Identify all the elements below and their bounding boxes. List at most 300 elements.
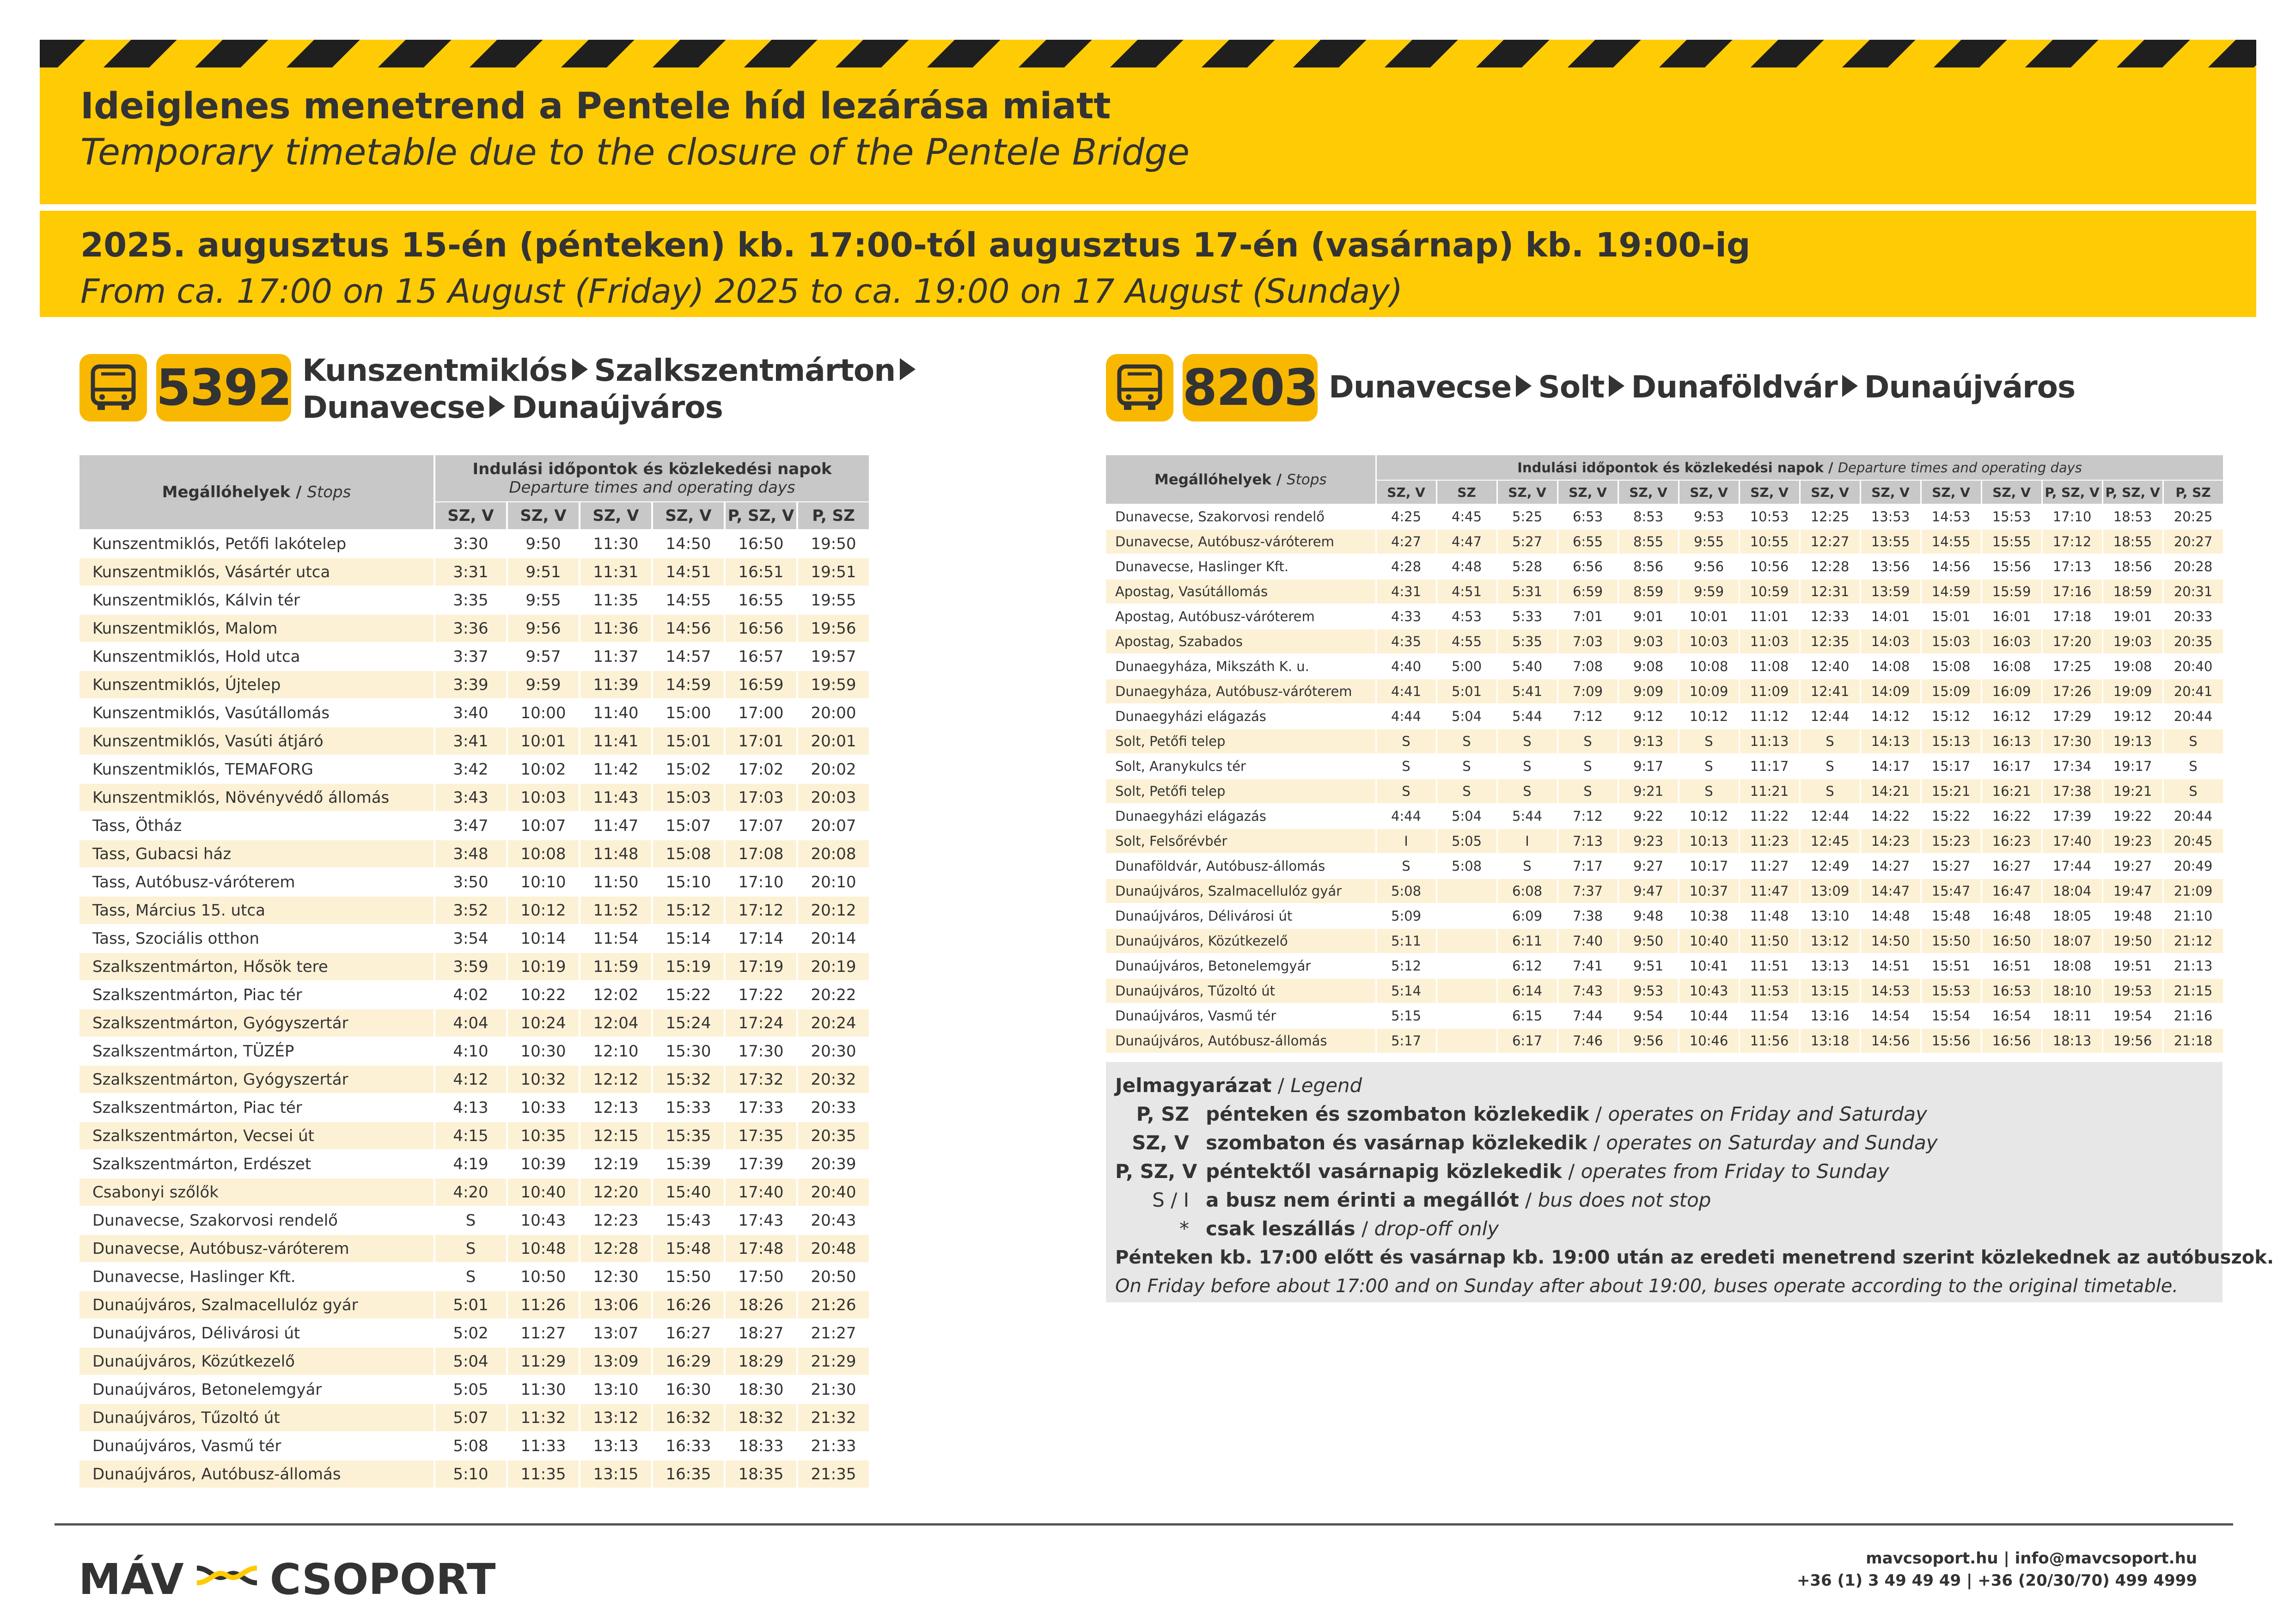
departure-time: 16:57 (725, 642, 797, 671)
departure-time: 13:59 (1860, 579, 1921, 604)
stop-name: Solt, Aranykulcs tér (1106, 754, 1376, 779)
departure-time: 21:12 (2163, 928, 2223, 953)
departure-time: 4:28 (1376, 554, 1436, 579)
table-row (79, 840, 870, 868)
departure-time: 9:22 (1618, 804, 1679, 829)
departure-time: 5:08 (1376, 879, 1436, 904)
departure-time: 4:44 (1376, 704, 1436, 729)
departure-time: 15:22 (1921, 804, 1981, 829)
departure-time: 11:51 (1739, 953, 1800, 978)
table-row (1106, 978, 2223, 1003)
departure-time: 5:05 (1436, 829, 1497, 854)
departure-time: S (1376, 779, 1436, 804)
table-row (79, 1009, 870, 1037)
stop-name: Dunavecse, Haslinger Kft. (1106, 554, 1376, 579)
table-row (79, 1460, 870, 1488)
departure-time: 9:03 (1618, 629, 1679, 654)
legend-desc-hu: péntektől vasárnapig közlekedik (1206, 1160, 1562, 1183)
contact-phone: +36 (1) 3 49 49 49 | +36 (20/30/70) 499 4999 (1796, 1571, 2197, 1590)
title-en: Temporary timetable due to the closure of the Pentele Bridge (80, 132, 1190, 173)
legend-desc-en: operates from Friday to Sunday (1581, 1160, 1889, 1183)
departure-time: 10:08 (507, 840, 580, 868)
departure-time: 19:01 (2102, 604, 2163, 629)
departure-time: 10:00 (507, 699, 580, 727)
departure-time: 3:39 (434, 671, 507, 699)
departure-time: 3:42 (434, 755, 507, 783)
departure-time: 15:51 (1921, 953, 1981, 978)
departure-time: 4:44 (1376, 804, 1436, 829)
departure-time: 19:51 (2102, 953, 2163, 978)
departure-time: 19:27 (2102, 854, 2163, 879)
legend-item: SZ, V szombaton és vasárnap közlekedik / operates on Saturday and Sunday (1115, 1129, 2223, 1157)
departure-time: 20:08 (797, 840, 870, 868)
legend-note-hu: Pénteken kb. 17:00 előtt és vasárnap kb. 19:00 után az eredeti menetrend szerint közlekednek az autóbuszok. (1115, 1247, 2274, 1268)
departure-time: 4:33 (1376, 604, 1436, 629)
route-title (1329, 369, 2075, 406)
departure-time: 15:12 (1921, 704, 1981, 729)
departure-time: 11:13 (1739, 729, 1800, 754)
departure-time: 4:19 (434, 1150, 507, 1178)
table-row (79, 530, 870, 558)
departure-time: 14:55 (1921, 529, 1981, 554)
departure-time: 20:33 (2163, 604, 2223, 629)
departure-time: 15:17 (1921, 754, 1981, 779)
departure-time: 17:07 (725, 812, 797, 840)
stop-name: Solt, Petőfi telep (1106, 729, 1376, 754)
departure-time: 15:54 (1921, 1003, 1981, 1028)
departure-time: 16:35 (652, 1460, 725, 1488)
arrow-right-icon (572, 358, 588, 380)
route-header-8203 (1106, 354, 2075, 421)
departure-time: 5:11 (1376, 928, 1436, 953)
departure-time: 4:27 (1376, 529, 1436, 554)
departure-time: 5:28 (1497, 554, 1557, 579)
departure-time: 10:30 (507, 1037, 580, 1065)
stop-name: Apostag, Autóbusz-váróterem (1106, 604, 1376, 629)
departure-time: 3:54 (434, 924, 507, 952)
departure-time: 5:44 (1497, 804, 1557, 829)
departure-time: 9:48 (1618, 904, 1679, 928)
departure-time: 6:11 (1497, 928, 1557, 953)
stop-name: Kunszentmiklós, Növényvédő állomás (79, 783, 434, 812)
departure-time: S (2163, 779, 2223, 804)
departure-time: S (1497, 854, 1557, 879)
departure-time: 20:02 (797, 755, 870, 783)
stop-name: Kunszentmiklós, Kálvin tér (79, 586, 434, 614)
departure-time: S (1436, 754, 1497, 779)
departure-time: 16:59 (725, 671, 797, 699)
table-row (1106, 504, 2223, 529)
departure-time: 11:37 (580, 642, 652, 671)
departure-time: 9:55 (1679, 529, 1739, 554)
departure-time: 19:55 (797, 586, 870, 614)
departure-time: S (1376, 754, 1436, 779)
departure-time: 14:59 (652, 671, 725, 699)
departure-time: 4:10 (434, 1037, 507, 1065)
stop-name: Dunaújváros, Betonelemgyár (1106, 953, 1376, 978)
departure-time: 11:33 (507, 1432, 580, 1460)
departure-time: 21:29 (797, 1347, 870, 1375)
departure-time: 12:33 (1800, 604, 1860, 629)
departure-time: 18:56 (2102, 554, 2163, 579)
departure-time: 11:53 (1739, 978, 1800, 1003)
operating-days-header: SZ, V (580, 502, 652, 530)
table-row (79, 924, 870, 952)
departure-time: 20:24 (797, 1009, 870, 1037)
departure-time: 15:09 (1921, 679, 1981, 704)
route-stop: Solt (1538, 369, 1605, 405)
table-row (79, 727, 870, 755)
departure-time: S (1436, 779, 1497, 804)
departure-time: 17:38 (2042, 779, 2102, 804)
route-stop: Kunszentmiklós (302, 353, 568, 388)
departure-time: 13:12 (580, 1404, 652, 1432)
table-row (1106, 629, 2223, 654)
departure-time: 8:55 (1618, 529, 1679, 554)
departure-time: 14:12 (1860, 704, 1921, 729)
stop-name: Szalkszentmárton, Gyógyszertár (79, 1009, 434, 1037)
table-row (1106, 928, 2223, 953)
departure-time: 16:09 (1981, 679, 2042, 704)
route-stop: Dunaföldvár (1631, 369, 1838, 405)
table-row (79, 671, 870, 699)
departure-time: 10:39 (507, 1150, 580, 1178)
departure-time: 12:02 (580, 981, 652, 1009)
departure-time: 15:22 (652, 981, 725, 1009)
departure-time: 10:33 (507, 1093, 580, 1122)
departure-time: 4:47 (1436, 529, 1497, 554)
operating-days-header: P, SZ, V (2102, 480, 2163, 504)
departure-time: 11:29 (507, 1347, 580, 1375)
legend-key: P, SZ (1136, 1103, 1189, 1125)
departure-time: 20:31 (2163, 579, 2223, 604)
departure-time: 5:33 (1497, 604, 1557, 629)
departure-time: 17:39 (2042, 804, 2102, 829)
operating-days-header: P, SZ, V (2042, 480, 2102, 504)
departure-time: 20:44 (2163, 704, 2223, 729)
departure-time: 17:48 (725, 1234, 797, 1263)
departure-time: 14:17 (1860, 754, 1921, 779)
arrow-right-icon (1516, 375, 1532, 397)
departure-time: 5:14 (1376, 978, 1436, 1003)
departure-time: 18:26 (725, 1291, 797, 1319)
departure-time: 9:13 (1618, 729, 1679, 754)
departure-time: 5:08 (1436, 854, 1497, 879)
departure-time: 12:40 (1800, 654, 1860, 679)
departure-time: 8:56 (1618, 554, 1679, 579)
departure-time: 11:52 (580, 896, 652, 924)
departure-time: 4:53 (1436, 604, 1497, 629)
stop-name: Dunavecse, Autóbusz-váróterem (1106, 529, 1376, 554)
departure-time: 14:51 (1860, 953, 1921, 978)
table-row (1106, 829, 2223, 854)
departure-time: S (1557, 779, 1618, 804)
departure-time: 20:44 (2163, 804, 2223, 829)
departure-time: 10:38 (1679, 904, 1739, 928)
table-row (79, 558, 870, 586)
stop-name: Dunaújváros, Autóbusz-állomás (1106, 1028, 1376, 1053)
table-row (1106, 904, 2223, 928)
departure-time: 16:27 (1981, 854, 2042, 879)
legend-key: P, SZ, V (1115, 1160, 1197, 1183)
departure-time: 12:04 (580, 1009, 652, 1037)
departure-time: 20:01 (797, 727, 870, 755)
departure-time: 11:27 (1739, 854, 1800, 879)
departure-time: 15:50 (1921, 928, 1981, 953)
departure-time: 9:50 (1618, 928, 1679, 953)
stop-name: Tass, Gubacsi ház (79, 840, 434, 868)
departure-time: 14:53 (1921, 504, 1981, 529)
departure-time: 5:27 (1497, 529, 1557, 554)
operating-days-header: SZ, V (1800, 480, 1860, 504)
departure-time: 19:17 (2102, 754, 2163, 779)
departure-time: 11:41 (580, 727, 652, 755)
departure-time: 19:59 (797, 671, 870, 699)
departure-time: 14:56 (1921, 554, 1981, 579)
legend-desc-hu: pénteken és szombaton közlekedik (1206, 1103, 1589, 1125)
table-row (79, 1319, 870, 1347)
stop-name: Dunaújváros, Tűzoltó út (1106, 978, 1376, 1003)
stop-name: Kunszentmiklós, Vasúti átjáró (79, 727, 434, 755)
contact-web-email: mavcsoport.hu | info@mavcsoport.hu (1866, 1549, 2197, 1568)
table-row (79, 1404, 870, 1432)
departure-time: 20:41 (2163, 679, 2223, 704)
departure-time: 15:10 (652, 868, 725, 896)
departure-time: 19:23 (2102, 829, 2163, 854)
departure-time: 17:43 (725, 1206, 797, 1234)
departure-time: 6:17 (1497, 1028, 1557, 1053)
table-row (79, 699, 870, 727)
departure-time: 21:32 (797, 1404, 870, 1432)
stop-name: Dunavecse, Szakorvosi rendelő (1106, 504, 1376, 529)
departure-time: 12:27 (1800, 529, 1860, 554)
departure-time: S (1557, 729, 1618, 754)
stops-header: Megállóhelyek / Stops (79, 455, 434, 530)
departure-time: 10:24 (507, 1009, 580, 1037)
departure-time: 11:50 (580, 868, 652, 896)
operating-days-header: P, SZ, V (725, 502, 797, 530)
departure-time: 6:14 (1497, 978, 1557, 1003)
title-hu: Ideiglenes menetrend a Pentele híd lezárása miatt (80, 85, 1111, 127)
departure-time: 9:09 (1618, 679, 1679, 704)
departure-time: 5:25 (1497, 504, 1557, 529)
operating-days-header: SZ, V (1497, 480, 1557, 504)
departure-time: 12:12 (580, 1065, 652, 1093)
departure-time: 15:01 (1921, 604, 1981, 629)
stop-name: Szalkszentmárton, Hősök tere (79, 952, 434, 981)
departure-time: 7:17 (1557, 854, 1618, 879)
departure-time: 16:32 (652, 1404, 725, 1432)
departure-time: 18:59 (2102, 579, 2163, 604)
departure-time (1436, 978, 1497, 1003)
departure-time: 10:37 (1679, 879, 1739, 904)
departure-time: 17:29 (2042, 704, 2102, 729)
departure-time: 7:41 (1557, 953, 1618, 978)
departure-time: 9:12 (1618, 704, 1679, 729)
departure-time: S (1497, 754, 1557, 779)
departure-time: 15:30 (652, 1037, 725, 1065)
route-header-5392 (79, 354, 922, 426)
departure-time: 18:55 (2102, 529, 2163, 554)
departure-time: 17:12 (2042, 529, 2102, 554)
departure-time: S (1376, 729, 1436, 754)
departure-time: 5:04 (1436, 704, 1497, 729)
departure-time: 16:27 (652, 1319, 725, 1347)
table-row (79, 812, 870, 840)
departure-time: 19:48 (2102, 904, 2163, 928)
table-row (1106, 953, 2223, 978)
operating-days-header: SZ, V (507, 502, 580, 530)
departure-time: 17:40 (2042, 829, 2102, 854)
legend-key: SZ, V (1132, 1131, 1189, 1154)
departure-time: 5:44 (1497, 704, 1557, 729)
departure-time: S (434, 1206, 507, 1234)
departure-time: S (1800, 754, 1860, 779)
departure-time: 18:33 (725, 1432, 797, 1460)
departure-time: 15:50 (652, 1263, 725, 1291)
date-banner (40, 211, 2256, 317)
departure-time: 20:30 (797, 1037, 870, 1065)
departure-time: 20:35 (797, 1122, 870, 1150)
departure-time: 14:50 (652, 530, 725, 558)
departure-time: 12:45 (1800, 829, 1860, 854)
departure-time: 3:59 (434, 952, 507, 981)
departure-time: 20:43 (797, 1206, 870, 1234)
table-row (79, 1037, 870, 1065)
departure-time: 14:47 (1860, 879, 1921, 904)
departure-time: 9:53 (1679, 504, 1739, 529)
departure-time: 16:17 (1981, 754, 2042, 779)
departures-header: Indulási időpontok és közlekedési napok Departure times and operating days (434, 455, 870, 502)
operating-days-header: SZ, V (1860, 480, 1921, 504)
departure-time: 20:07 (797, 812, 870, 840)
table-row (79, 1234, 870, 1263)
table-row (1106, 704, 2223, 729)
departure-time: 4:35 (1376, 629, 1436, 654)
departure-time: 3:31 (434, 558, 507, 586)
stop-name: Kunszentmiklós, Hold utca (79, 642, 434, 671)
route-number: 5392 (156, 354, 291, 421)
legend-title: Jelmagyarázat / Legend (1115, 1074, 1362, 1097)
departure-time: 20:03 (797, 783, 870, 812)
departure-time: 9:55 (507, 586, 580, 614)
departure-time: 9:54 (1618, 1003, 1679, 1028)
departure-time: 13:09 (1800, 879, 1860, 904)
stop-name: Szalkszentmárton, TÜZÉP (79, 1037, 434, 1065)
departure-time: 10:46 (1679, 1028, 1739, 1053)
departure-time: 16:30 (652, 1375, 725, 1404)
route-stop: Dunaújváros (1864, 369, 2076, 405)
departure-time: 7:12 (1557, 704, 1618, 729)
departure-time: 16:13 (1981, 729, 2042, 754)
table-row (79, 868, 870, 896)
departure-time: 14:53 (1860, 978, 1921, 1003)
departure-time: 12:10 (580, 1037, 652, 1065)
departure-time: 14:56 (652, 614, 725, 642)
departure-time: 13:15 (580, 1460, 652, 1488)
stop-name: Dunaegyházi elágazás (1106, 704, 1376, 729)
table-row (79, 1150, 870, 1178)
departure-time: 7:13 (1557, 829, 1618, 854)
departure-time: 11:17 (1739, 754, 1800, 779)
departure-time: 11:50 (1739, 928, 1800, 953)
departure-time: 7:37 (1557, 879, 1618, 904)
stop-name: Dunaegyháza, Mikszáth K. u. (1106, 654, 1376, 679)
departure-time: 20:39 (797, 1150, 870, 1178)
legend-desc-en: drop-off only (1374, 1217, 1499, 1240)
bus-icon (79, 354, 147, 421)
departure-time: S (1436, 729, 1497, 754)
departure-time: 11:39 (580, 671, 652, 699)
departure-time: 20:40 (797, 1178, 870, 1206)
departure-time: 20:50 (797, 1263, 870, 1291)
operating-days-header: SZ, V (1921, 480, 1981, 504)
departure-time: 7:40 (1557, 928, 1618, 953)
departure-time: 17:30 (2042, 729, 2102, 754)
departure-time: 17:25 (2042, 654, 2102, 679)
departure-time: 16:23 (1981, 829, 2042, 854)
departure-time: 7:46 (1557, 1028, 1618, 1053)
timetable-8203 (1106, 455, 2224, 1054)
departure-time: 15:53 (1921, 978, 1981, 1003)
departure-time: 12:30 (580, 1263, 652, 1291)
departure-time: 15:07 (652, 812, 725, 840)
departure-time: 12:49 (1800, 854, 1860, 879)
departure-time: 16:48 (1981, 904, 2042, 928)
table-row (1106, 654, 2223, 679)
departure-time: 11:47 (580, 812, 652, 840)
departure-time: 20:14 (797, 924, 870, 952)
departure-time: 15:13 (1921, 729, 1981, 754)
departure-time: 21:35 (797, 1460, 870, 1488)
contact-info (1797, 1547, 2197, 1592)
departure-time (1436, 953, 1497, 978)
departure-time: 9:27 (1618, 854, 1679, 879)
departure-time: 3:37 (434, 642, 507, 671)
departure-time: 16:47 (1981, 879, 2042, 904)
departure-time: 12:31 (1800, 579, 1860, 604)
stop-name: Tass, Szociális otthon (79, 924, 434, 952)
stop-name: Tass, Március 15. utca (79, 896, 434, 924)
departure-time: 19:22 (2102, 804, 2163, 829)
stop-name: Tass, Ötház (79, 812, 434, 840)
departure-time: 12:19 (580, 1150, 652, 1178)
table-row (1106, 879, 2223, 904)
departure-time: 13:53 (1860, 504, 1921, 529)
departure-time: S (434, 1234, 507, 1263)
departure-time: 14:03 (1860, 629, 1921, 654)
departure-time: 16:56 (725, 614, 797, 642)
departure-time: 14:21 (1860, 779, 1921, 804)
legend-desc-en: operates on Friday and Saturday (1608, 1103, 1927, 1125)
departure-time: 12:15 (580, 1122, 652, 1150)
departure-time: 10:01 (507, 727, 580, 755)
departure-time: 11:03 (1739, 629, 1800, 654)
departure-time: 8:59 (1618, 579, 1679, 604)
legend-desc-hu: csak leszállás (1206, 1217, 1356, 1240)
operating-days-header: SZ, V (1557, 480, 1618, 504)
departure-time: 15:19 (652, 952, 725, 981)
arrow-right-icon (900, 358, 916, 380)
departure-time: 13:56 (1860, 554, 1921, 579)
table-row (79, 1432, 870, 1460)
departure-time: 17:26 (2042, 679, 2102, 704)
route-stop: Dunavecse (302, 390, 485, 425)
legend-note-en: On Friday before about 17:00 and on Sunday after about 19:00, buses operate according to the original timetable. (1115, 1276, 2179, 1297)
departure-time: 14:01 (1860, 604, 1921, 629)
departure-time: 10:03 (507, 783, 580, 812)
departure-time: 20:33 (797, 1093, 870, 1122)
